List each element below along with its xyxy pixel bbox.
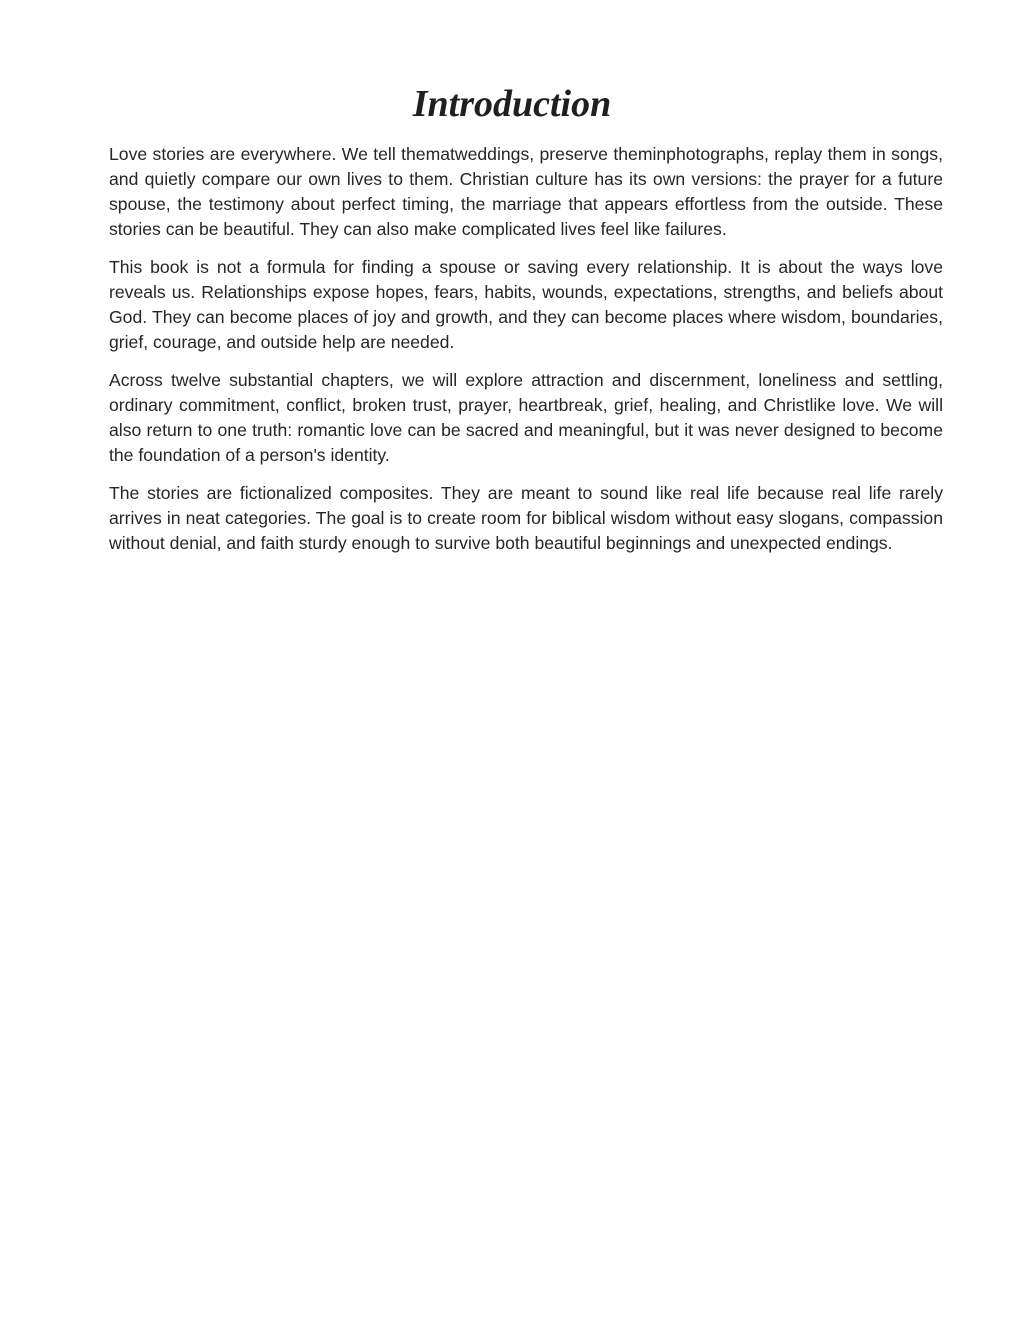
body-text [109, 142, 943, 569]
paragraph-2: This book is not a formula for finding a spouse or saving every relationship. It is about the ways love reveals us. Relationships expose hopes, fears, habits, wounds, expectations, strengths, and beliefs about God. They can become places of joy and growth, and they can become places where wisdom, boundaries, grief, courage, and outside help are needed. [109, 257, 943, 352]
paragraph-3: Across twelve substantial chapters, we will explore attraction and discernment, loneliness and settling, ordinary commitment, conflict, broken trust, prayer, heartbreak, grief, healing, and Christlike love. We will also return to one truth: romantic love can be sacred and meaningful, but it was never designed to become the foundation of a person's identity. [109, 370, 943, 465]
page-title: Introduction [412, 83, 612, 125]
paragraph-1: Love stories are everywhere. We tell thematweddings, preserve theminphotographs, replay them in songs, and quietly compare our own lives to them. Christian culture has its own versions: the prayer for a future spouse, the testimony about perfect timing, the marriage that appears effortless from the outside. These stories can be beautiful. They can also make complicated lives feel like failures. [109, 144, 943, 239]
paragraph-4: The stories are fictionalized composites. They are meant to sound like real life because real life rarely arrives in neat categories. The goal is to create room for biblical wisdom without easy slogans, compassion without denial, and faith sturdy enough to survive both beautiful beginnings and unexpected endings. [109, 483, 943, 553]
